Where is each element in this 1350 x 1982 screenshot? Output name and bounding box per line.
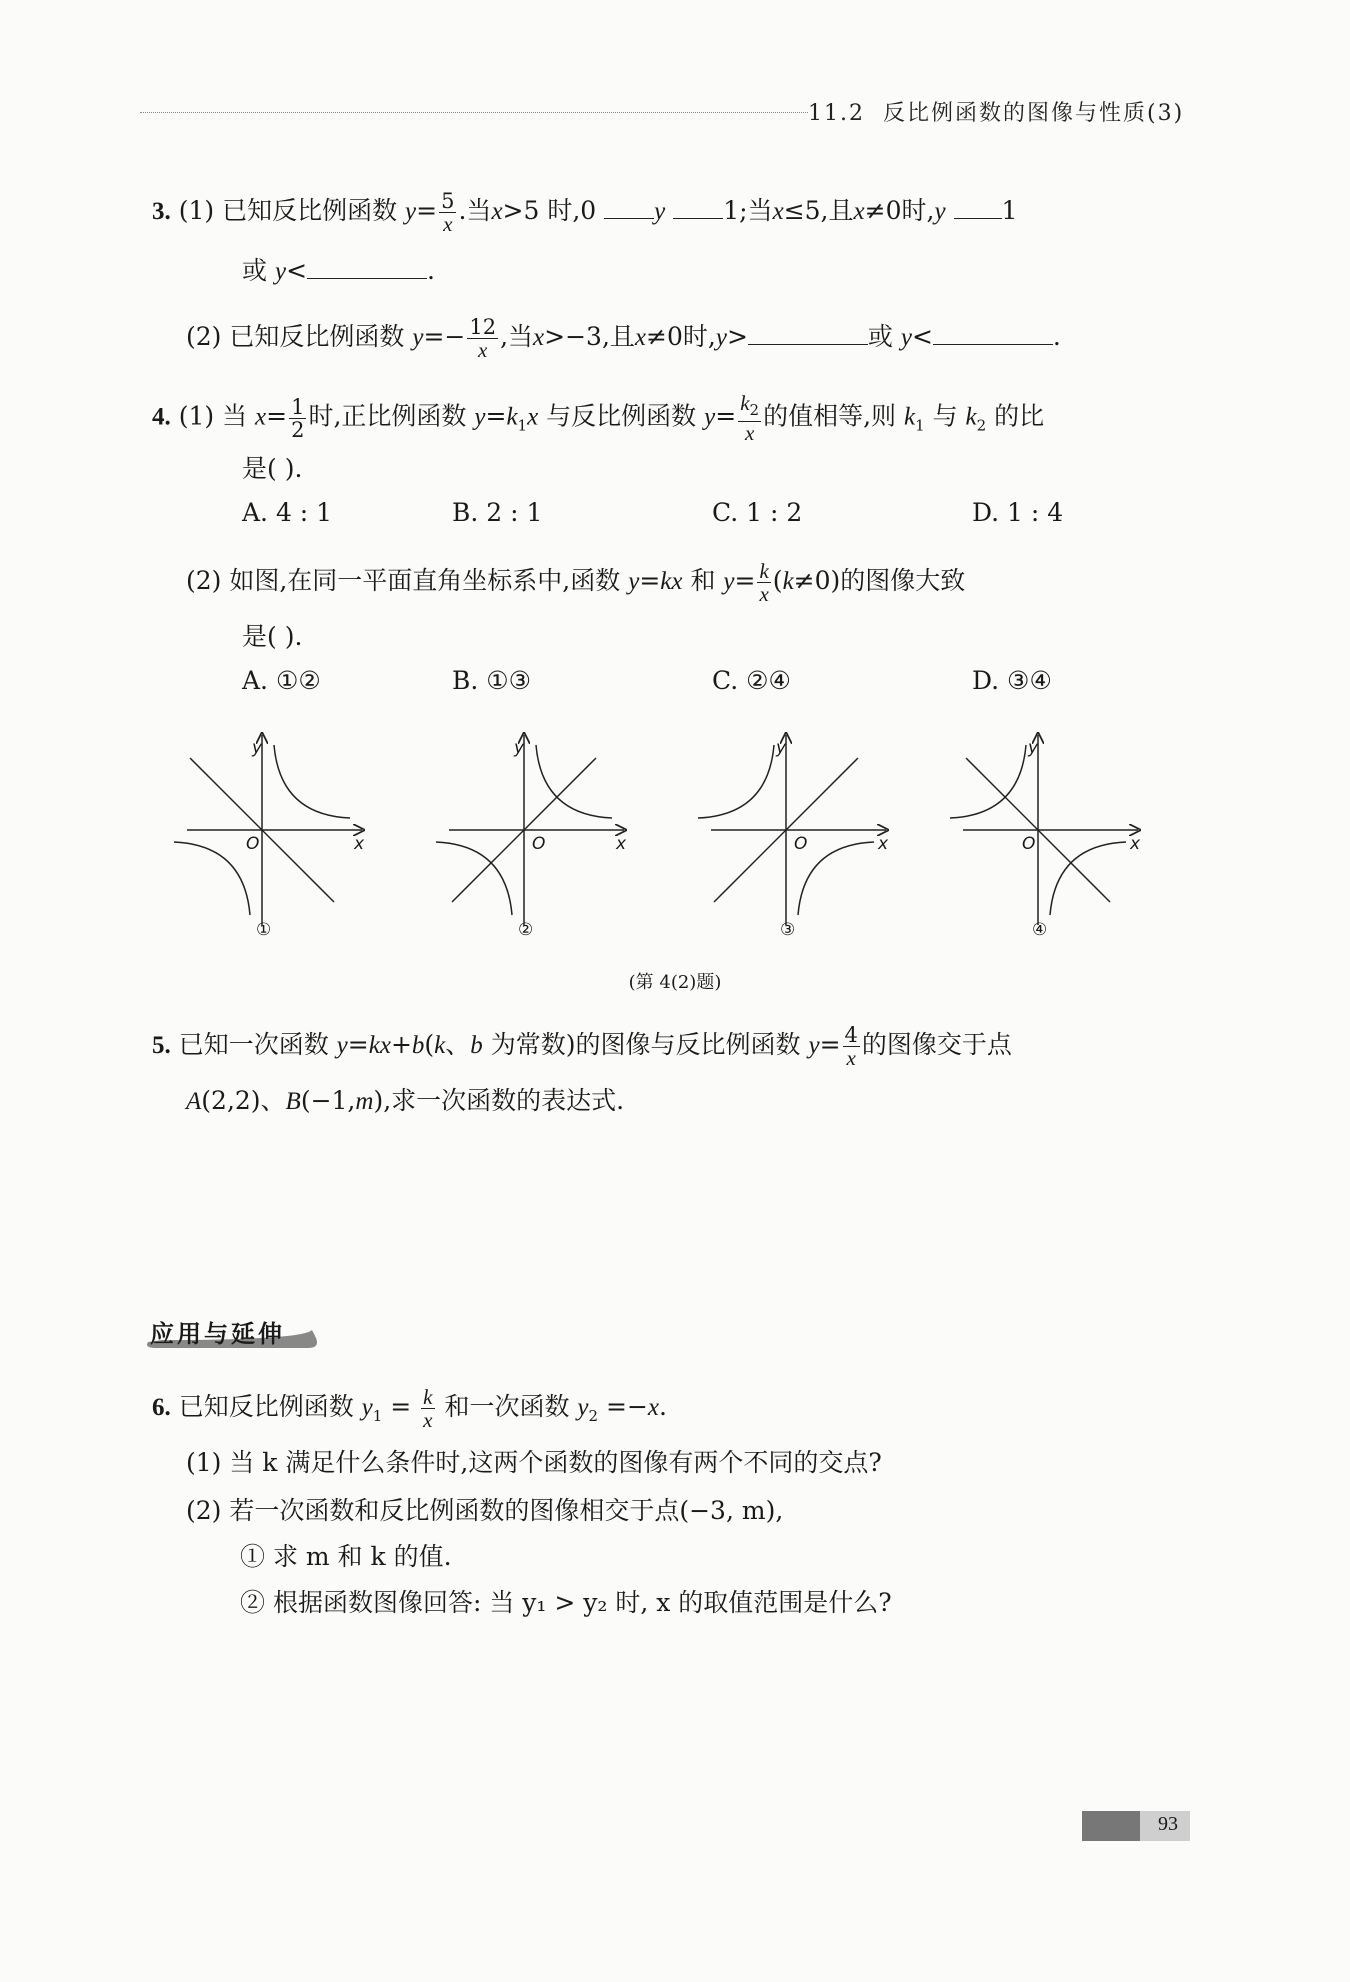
graph-1-label: ① (256, 920, 272, 940)
fraction: $\frac{k}{x}$ (423, 1385, 433, 1432)
q4-1-option-b[interactable]: B. 2 : 1 (452, 498, 543, 527)
q5-line1: 5. 已知一次函数 y=kx+b(k、b 为常数)的图像与反比例函数 y= $\frac{4}{x}$ 的图像交于点 (152, 1023, 1012, 1070)
graph-2-label: ② (518, 920, 534, 940)
page-tab (1082, 1811, 1140, 1841)
figure-caption: (第 4(2)题) (628, 972, 722, 993)
header-title: 反比例函数的图像与性质(3) (882, 101, 1185, 126)
hyperbola-branch (698, 745, 774, 818)
q4-2-option-c[interactable]: C. ②④ (712, 666, 791, 695)
graph-2-y-label: y (514, 738, 525, 758)
q4-line1: 4. (1) 当 x= $\frac{1}{2}$ 时,正比例函数 $y=k_1x$ 与反比例函数 y= $\frac{k_2}{x}$ 的值相等,则 $k_1$ 与 $k_2$ 的比 (152, 391, 1045, 446)
page-number-box (1082, 1811, 1190, 1841)
q6-line1: 6. 已知反比例函数 $y_1$ = $\frac{k}{x}$ 和一次函数 $y_2 =-x$. (152, 1385, 667, 1432)
header-rule (140, 112, 808, 113)
fraction: $\frac{k}{x}$ (759, 559, 769, 606)
q6-line2: (1) 当 k 满足什么条件时,这两个函数的图像有两个不同的交点? (186, 1448, 882, 1477)
graph-3-y-label: y (776, 738, 787, 758)
q4-1-option-c[interactable]: C. 1 : 2 (712, 498, 803, 527)
graph-3-x-label: x (878, 834, 889, 854)
graph-1-y-label: y (252, 738, 263, 758)
q6-line3: (2) 若一次函数和反比例函数的图像相交于点(−3, m), (186, 1496, 784, 1525)
answer-blank[interactable] (604, 196, 654, 219)
q4-2-option-d[interactable]: D. ③④ (972, 666, 1052, 695)
graph-4-x-label: x (1130, 834, 1141, 854)
graph-4 (950, 735, 1141, 925)
answer-blank[interactable] (933, 322, 1053, 345)
answer-blank[interactable] (748, 322, 868, 345)
hyperbola-branch (798, 842, 874, 915)
q4-line3: (2) 如图,在同一平面直角坐标系中,函数 y=kx 和 y= $\frac{k}{x}$ (k≠0)的图像大致 (186, 559, 966, 606)
q4-line4: 是( ). (242, 622, 303, 651)
q3-line1: 3. (1) 已知反比例函数 y= $\frac{5}{x}$ .当x>5 时,0 y 1;当x≤5,且x≠0时,y 1 (152, 189, 1018, 236)
fraction: $\frac{12}{x}$ (469, 315, 497, 362)
hyperbola-branch (274, 745, 350, 818)
fraction: $\frac{4}{x}$ (844, 1023, 858, 1070)
q5-line2: A(2,2)、B(−1,m),求一次函数的表达式. (186, 1086, 625, 1115)
running-header (808, 96, 1184, 127)
answer-blank[interactable] (307, 256, 427, 279)
q4-2-option-b[interactable]: B. ①③ (452, 666, 532, 695)
graph-4-y-label: y (1028, 738, 1039, 758)
graph-4-origin: O (1022, 834, 1036, 854)
q4-graphs (0, 730, 1350, 960)
hyperbola-branch (174, 842, 250, 915)
answer-blank[interactable] (673, 196, 723, 219)
graph-1-origin: O (246, 834, 260, 854)
fraction: $\frac{5}{x}$ (441, 189, 455, 236)
fraction: $\frac{k_2}{x}$ (740, 391, 760, 446)
graph-1 (174, 735, 365, 925)
page-number: 93 (1158, 1813, 1178, 1835)
header-chapter: 11.2 (808, 101, 865, 126)
q6-line5: ② 根据函数图像回答: 当 y₁ > y₂ 时, x 的取值范围是什么? (240, 1588, 892, 1617)
answer-blank[interactable] (954, 196, 1002, 219)
graph-3-origin: O (794, 834, 808, 854)
q4-1-option-d[interactable]: D. 1 : 4 (972, 498, 1064, 527)
q6-line4: ① 求 m 和 k 的值. (240, 1542, 452, 1571)
graph-3-label: ③ (780, 920, 796, 940)
q4-2-option-a[interactable]: A. ①② (242, 666, 321, 695)
fraction: $\frac{1}{2}$ (291, 394, 305, 442)
q3-line3: (2) 已知反比例函数 y=− $\frac{12}{x}$ ,当x>−3,且x≠0时,y> 或 y< . (186, 315, 1061, 362)
graph-4-label: ④ (1032, 920, 1048, 940)
graph-2 (436, 735, 627, 925)
q3-line2: 或 y< . (242, 256, 435, 285)
section-title: 应用与延伸 (150, 1320, 285, 1348)
graph-2-origin: O (532, 834, 546, 854)
graph-2-x-label: x (616, 834, 627, 854)
graph-3 (698, 735, 889, 925)
q4-1-option-a[interactable]: A. 4 : 1 (242, 498, 333, 527)
q4-line2: 是( ). (242, 454, 303, 483)
graph-1-x-label: x (354, 834, 365, 854)
